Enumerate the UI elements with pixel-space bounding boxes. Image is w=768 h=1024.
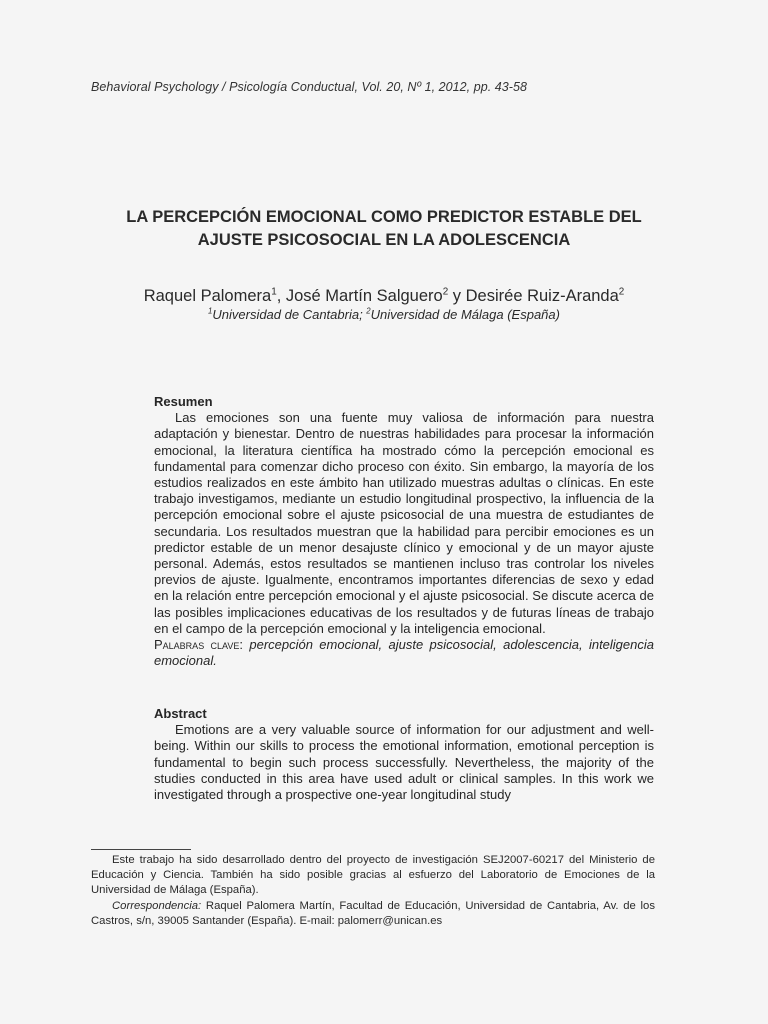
keywords-colon: : — [239, 637, 250, 653]
author-affiliation-mark: 1 — [271, 286, 277, 298]
affiliation-name: Universidad de Cantabria; — [212, 307, 367, 322]
footnote-correspondence — [91, 899, 655, 929]
keywords-label: Palabras clave — [154, 637, 240, 653]
affiliation-name: Universidad de Málaga (España) — [370, 307, 560, 322]
journal-header: Behavioral Psychology / Psicología Conductual, Vol. 20, Nº 1, 2012, pp. 43-58 — [91, 80, 527, 94]
title-line-2: AJUSTE PSICOSOCIAL EN LA ADOLESCENCIA — [197, 231, 571, 249]
correspondence-label: Correspondencia: — [112, 899, 202, 912]
affiliation-mark: 2 — [366, 306, 371, 316]
correspondence-text: Raquel Palomera Martín, Facultad de Educación, Universidad de Cantabria, Av. de los Castros, s/n, 39005 Santander (España). E-mail: palomerr@unican.es — [91, 899, 655, 927]
resumen-body: Las emociones son una fuente muy valiosa de información para nuestra adaptación y bienestar. Dentro de nuestras habilidades para procesar la información emocional, la literatura científica ha mostrado cómo la percepción emocional es fundamental para comenzar dicho proceso con éxito. Sin embargo, la mayoría de los estudios realizados en este ámbito han utilizado muestras adultas o clínicas. En este trabajo investigamos, mediante un estudio longitudinal prospectivo, la influencia de la percepción emocional sobre el ajuste psicosocial de una muestra de estudiantes de secundaria. Los resultados muestran que la habilidad para percibir emociones es un predictor estable de un menor desajuste clínico y emocional y de un mayor ajuste personal. Además, estos resultados se mantienen incluso tras controlar los niveles previos de ajuste. Igualmente, encontramos importantes diferencias de sexo y edad en la relación entre percepción emocional y el ajuste psicosocial. Se discute acerca de las posibles implicaciones educativas de los resultados y de futuras líneas de trabajo en el campo de la percepción emocional y la inteligencia emocional. — [154, 410, 654, 636]
author-affiliation-mark: 2 — [442, 286, 449, 298]
article-title — [60, 206, 708, 252]
keywords-line — [154, 637, 654, 669]
keywords-text: percepción emocional, ajuste psicosocial, adolescencia, inteligencia emocional. — [154, 637, 654, 669]
footnote-funding: Este trabajo ha sido desarrollado dentro del proyecto de investigación SEJ2007-60217 del Ministerio de Educación y Ciencia. También ha sido posible gracias al esfuerzo del Laboratorio de Emociones de la Universidad de Málaga (España). — [91, 854, 655, 897]
author-name: Raquel Palomera — [143, 287, 272, 305]
affiliations — [60, 307, 708, 322]
affiliation-mark: 1 — [208, 306, 213, 316]
author-separator: y — [448, 287, 466, 305]
title-line-1: LA PERCEPCIÓN EMOCIONAL COMO PREDICTOR ESTABLE DEL — [126, 208, 642, 226]
author-separator: , — [276, 287, 286, 305]
resumen-heading: Resumen — [154, 394, 213, 409]
abstract-section — [154, 706, 654, 804]
author-name: Desirée Ruiz-Aranda — [465, 287, 619, 305]
abstract-heading: Abstract — [154, 706, 207, 721]
abstract-body: Emotions are a very valuable source of information for our adjustment and well-being. Within our skills to process the emotional information, emotional perception is fundamental to begin such process successfully. Nevertheless, the majority of the studies conducted in this area have used adult or clinical samples. In this work we investigated through a prospective one-year longitudinal study — [154, 722, 654, 803]
footnote-divider — [91, 849, 191, 850]
author-name: José Martín Salguero — [285, 287, 443, 305]
resumen-section — [154, 394, 654, 669]
author-affiliation-mark: 2 — [618, 286, 625, 298]
author-list — [60, 287, 708, 306]
footnotes — [91, 853, 655, 929]
